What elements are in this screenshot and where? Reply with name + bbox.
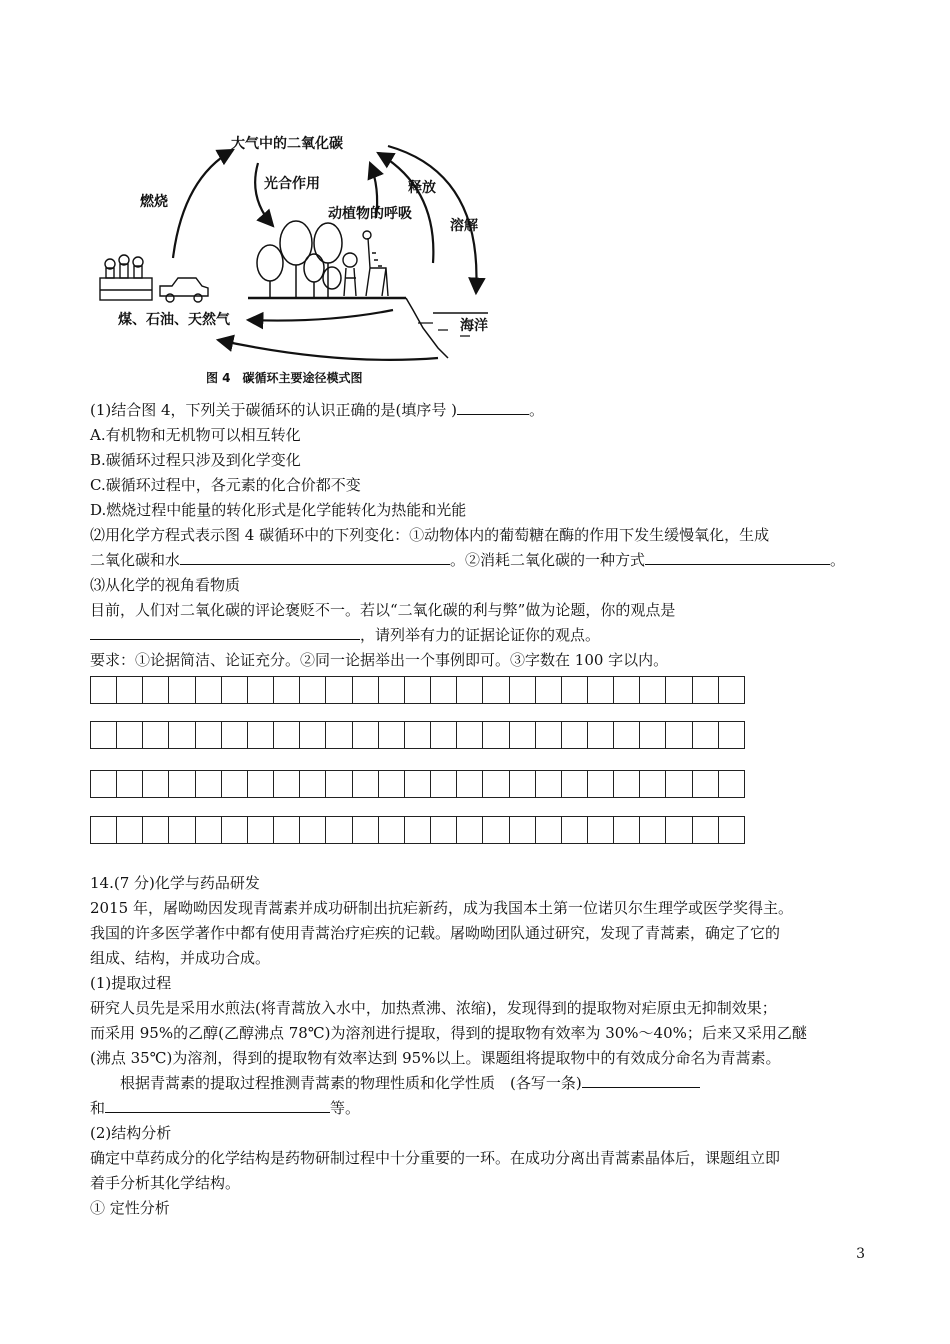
grid-cell[interactable] [248,676,274,704]
grid-cell[interactable] [431,816,457,844]
option-a: A.有机物和无机物可以相互转化 [90,426,301,444]
q13-part3-line1: 目前，人们对二氧化碳的评论褒贬不一。若以“二氧化碳的利与弊”做为论题，你的观点是 [90,601,676,619]
grid-cell[interactable] [91,721,117,749]
grid-cell[interactable] [719,676,745,704]
q13-part3-line2 [90,623,600,647]
grid-cell[interactable] [640,770,666,798]
grid-cell[interactable] [169,770,195,798]
grid-cell[interactable] [562,816,588,844]
grid-cell[interactable] [405,770,431,798]
grid-cell[interactable] [274,770,300,798]
label-fossil-fuels: 煤、石油、天然气 [118,312,230,328]
grid-cell[interactable] [614,816,640,844]
grid-cell[interactable] [562,770,588,798]
grid-cell[interactable] [196,676,222,704]
q14-line-8-text-a: 和 [90,1099,106,1117]
answer-blank-6[interactable] [105,1096,330,1113]
grid-cell[interactable] [719,770,745,798]
arrow-photosynthesis [255,163,273,226]
grid-cell[interactable] [536,770,562,798]
grid-cell[interactable] [117,721,143,749]
q14-line-7-text: 根据青蒿素的提取过程推测青蒿素的物理性质和化学性质 (各写一条) [120,1074,582,1092]
grid-cell[interactable] [143,721,169,749]
grid-cell[interactable] [510,676,536,704]
option-b: B.碳循环过程只涉及到化学变化 [90,451,301,469]
q14-line-9: 确定中草药成分的化学结构是药物研制过程中十分重要的一环。在成功分离出青蒿素晶体后，课题组立即 [90,1149,781,1167]
q13-part2-line1: ⑵用化学方程式表示图 4 碳循环中的下列变化：①动物体内的葡萄糖在酶的作用下发生缓慢氧化，生成 [90,526,770,544]
car-icon [160,278,208,302]
grid-cell[interactable] [693,676,719,704]
writing-grid-row-1[interactable] [90,676,745,704]
page-number: 3 [856,1246,865,1262]
grid-cell[interactable] [196,721,222,749]
grid-cell[interactable] [379,721,405,749]
grid-cell[interactable] [588,676,614,704]
grid-cell[interactable] [274,816,300,844]
grid-cell[interactable] [588,770,614,798]
grid-cell[interactable] [353,770,379,798]
grid-cell[interactable] [483,721,509,749]
grid-cell[interactable] [169,676,195,704]
grid-cell[interactable] [693,816,719,844]
q14-line-10: 着手分析其化学结构。 [90,1174,241,1192]
q13-part2-text-a: 二氧化碳和水 [90,551,181,569]
grid-cell[interactable] [91,676,117,704]
grid-cell[interactable] [666,721,692,749]
grid-cell[interactable] [143,676,169,704]
grid-cell[interactable] [222,721,248,749]
grid-cell[interactable] [248,816,274,844]
option-d: D.燃烧过程中能量的转化形式是化学能转化为热能和光能 [90,501,467,519]
q13-part3-heading: ⑶从化学的视角看物质 [90,576,241,594]
q13-part2-line2 [90,548,845,572]
grid-cell[interactable] [457,816,483,844]
grid-cell[interactable] [614,676,640,704]
q14-line-8-text-b: 等。 [330,1099,361,1117]
q13-part1-end: 。 [529,401,545,419]
grid-cell[interactable] [536,721,562,749]
grid-cell[interactable] [640,816,666,844]
grid-cell[interactable] [510,721,536,749]
q13-part3-text: ，请列举有力的证据论证你的观点。 [360,626,601,644]
grid-cell[interactable] [614,721,640,749]
grid-cell[interactable] [562,721,588,749]
writing-grid-row-2[interactable] [90,721,745,749]
q13-part1-text: (1)结合图 4，下列关于碳循环的认识正确的是(填序号 ) [90,401,458,419]
grid-cell[interactable] [483,676,509,704]
carbon-cycle-figure [88,118,508,393]
label-respiration: 动植物的呼吸 [328,206,412,222]
grid-cell[interactable] [379,770,405,798]
grid-cell[interactable] [588,721,614,749]
arrow-ocean-to-fossil [218,340,438,360]
carbon-cycle-diagram [88,118,508,393]
grid-cell[interactable] [719,816,745,844]
grid-cell[interactable] [536,816,562,844]
grid-cell[interactable] [719,721,745,749]
label-atmospheric-co2: 大气中的二氧化碳 [231,136,343,152]
grid-cell[interactable] [431,770,457,798]
grid-cell[interactable] [483,770,509,798]
q14-line-1: 2015 年，屠呦呦因发现青蒿素并成功研制出抗疟新药，成为我国本土第一位诺贝尔生理学或医学奖得主。 [90,899,793,917]
answer-blank-4[interactable] [90,623,360,640]
grid-cell[interactable] [117,816,143,844]
grid-cell[interactable] [248,770,274,798]
grid-cell[interactable] [222,676,248,704]
writing-grid-row-4[interactable] [90,816,745,844]
grid-cell[interactable] [91,770,117,798]
figure-caption: 图 4 碳循环主要途径模式图 [206,371,363,385]
grid-cell[interactable] [536,676,562,704]
grid-cell[interactable] [248,721,274,749]
label-burn: 燃烧 [140,194,168,210]
factory-icon [100,255,152,300]
grid-cell[interactable] [431,676,457,704]
q14-line-11: ① 定性分析 [90,1199,170,1217]
q14-line-4: 研究人员先是采用水煎法(将青蒿放入水中，加热煮沸、浓缩)，发现得到的提取物对疟原虫无抑制效果； [90,999,777,1017]
grid-cell[interactable] [353,676,379,704]
q14-line-6: (沸点 35℃)为溶剂，得到的提取物有效率达到 95%以上。课题组将提取物中的有效成分命名为青蒿素。 [90,1049,781,1067]
grid-cell[interactable] [693,721,719,749]
grid-cell[interactable] [640,721,666,749]
grid-cell[interactable] [483,816,509,844]
grid-cell[interactable] [300,721,326,749]
grid-cell[interactable] [196,816,222,844]
grid-cell[interactable] [300,816,326,844]
q14-line-8 [90,1096,360,1120]
grid-cell[interactable] [300,676,326,704]
q14-line-5: 而采用 95%的乙醇(乙醇沸点 78℃)为溶剂进行提取，得到的提取物有效率为 30%～40%；后来又采用乙醚 [90,1024,807,1042]
grid-cell[interactable] [274,676,300,704]
writing-grid-row-3[interactable] [90,770,745,798]
grid-cell[interactable] [326,816,352,844]
grid-cell[interactable] [274,721,300,749]
answer-blank-5[interactable] [582,1071,700,1088]
label-ocean: 海洋 [460,318,488,334]
grid-cell[interactable] [640,676,666,704]
grid-cell[interactable] [196,770,222,798]
q13-part2-text-c: 。 [830,551,846,569]
grid-cell[interactable] [431,721,457,749]
grid-cell[interactable] [379,816,405,844]
arrow-to-fossil [248,310,393,321]
grid-cell[interactable] [588,816,614,844]
grid-cell[interactable] [457,676,483,704]
animals-icon [343,231,388,296]
grid-cell[interactable] [510,770,536,798]
grid-cell[interactable] [353,816,379,844]
q14-section-1: (1)提取过程 [90,974,172,992]
grid-cell[interactable] [300,770,326,798]
q14-line-7 [120,1071,700,1095]
option-c: C.碳循环过程中，各元素的化合价都不变 [90,476,361,494]
grid-cell[interactable] [457,721,483,749]
grid-cell[interactable] [510,816,536,844]
grid-cell[interactable] [169,816,195,844]
grid-cell[interactable] [666,676,692,704]
q14-line-3: 组成、结构，并成功合成。 [90,949,271,967]
grid-cell[interactable] [326,770,352,798]
grid-cell[interactable] [117,676,143,704]
grid-cell[interactable] [143,770,169,798]
grid-cell[interactable] [91,816,117,844]
q14-line-2: 我国的许多医学著作中都有使用青蒿治疗疟疾的记载。屠呦呦团队通过研究，发现了青蒿素，确定了它的 [90,924,781,942]
q14-title: 14.(7 分)化学与药品研发 [90,874,260,892]
arrow-burn [173,150,233,258]
grid-cell[interactable] [405,721,431,749]
grid-cell[interactable] [405,676,431,704]
grid-cell[interactable] [457,770,483,798]
q14-section-2: (2)结构分析 [90,1124,172,1142]
grid-cell[interactable] [614,770,640,798]
grid-cell[interactable] [222,816,248,844]
grid-cell[interactable] [693,770,719,798]
grid-cell[interactable] [405,816,431,844]
grid-cell[interactable] [143,816,169,844]
grid-cell[interactable] [666,770,692,798]
q13-requirements: 要求：①论据简洁、论证充分。②同一论据举出一个事例即可。③字数在 100 字以内。 [90,651,669,669]
grid-cell[interactable] [326,721,352,749]
grid-cell[interactable] [353,721,379,749]
grid-cell[interactable] [379,676,405,704]
label-dissolve: 溶解 [450,218,478,234]
answer-blank-2[interactable] [180,548,450,565]
label-photosynthesis: 光合作用 [264,176,320,192]
grid-cell[interactable] [562,676,588,704]
shoreline [406,298,448,358]
grid-cell[interactable] [666,816,692,844]
grid-cell[interactable] [222,770,248,798]
label-release: 释放 [408,180,436,196]
answer-blank-1[interactable] [457,398,529,415]
q13-part2-text-b: 。②消耗二氧化碳的一种方式 [450,551,646,569]
trees-icon [257,221,342,298]
grid-cell[interactable] [169,721,195,749]
answer-blank-3[interactable] [645,548,830,565]
q13-part1 [90,398,544,422]
grid-cell[interactable] [326,676,352,704]
grid-cell[interactable] [117,770,143,798]
